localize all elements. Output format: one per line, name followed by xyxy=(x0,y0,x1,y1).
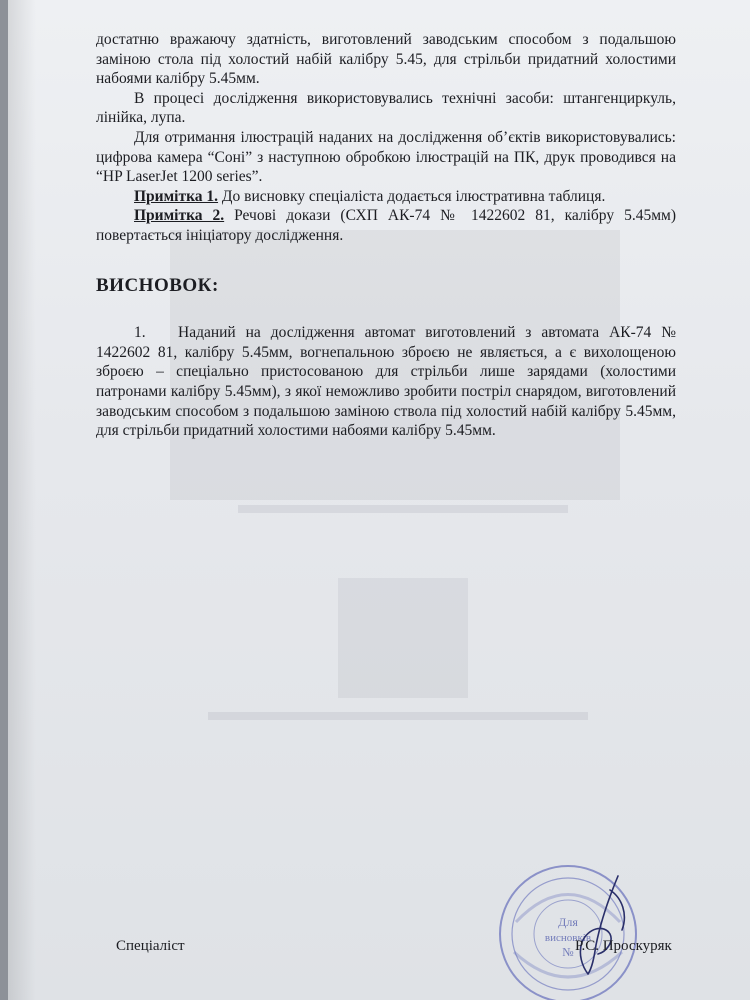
stamp-line-2: висновків xyxy=(544,932,592,944)
note-2-label: Примітка 2. xyxy=(134,207,225,225)
conclusion-number: 1. xyxy=(134,324,146,342)
note-2-text: Речові докази (СХП АК-74 № 1422602 81, калібру 5.45мм) повертається ініціатору дослідження. xyxy=(96,207,676,244)
conclusion-heading: ВИСНОВОК: xyxy=(96,274,219,296)
signature-name: Р.С. Проскуряк xyxy=(575,938,672,954)
note-1-label: Примітка 1. xyxy=(134,187,219,205)
note-2 xyxy=(96,206,676,245)
handwritten-signature xyxy=(548,870,648,980)
note-1-text: До висновку спеціаліста додається ілюстративна таблиця. xyxy=(218,187,606,205)
stamp-line-1: Для xyxy=(558,915,578,929)
show-through-photo-2 xyxy=(338,578,468,698)
paragraph-illustrations: Для отримання ілюстрацій наданих на дослідження об’єктів використовувались: цифрова камера “Соні” з наступною обробкою ілюстрацій на ПК, друк проводився на “HP LaserJet 1200 series”. xyxy=(96,128,676,186)
paragraph-continued: достатню вражаючу здатність, виготовлений заводським способом з подальшою заміною стола під холостий набій калібру 5.45, для стрільби придатний холостими набоями калібру 5.45мм. xyxy=(96,31,676,88)
conclusion-item-1 xyxy=(96,323,676,441)
paragraph-tools: В процесі дослідження використовувались технічні засоби: штангенциркуль, лінійка, лупа. xyxy=(96,89,676,127)
note-1 xyxy=(96,187,676,207)
show-through-caption-2 xyxy=(208,712,588,720)
signature-role: Спеціаліст xyxy=(116,938,185,954)
document-page xyxy=(8,0,750,1000)
stamp-line-3: № xyxy=(562,945,574,959)
conclusion-text: Наданий на дослідження автомат виготовлений з автомата АК-74 № 1422602 81, калібру 5.45мм, вогнепальною зброєю не являється, а є вихолощеною зброєю – спеціально пристосованою для стрільби лише зарядами (холостими патронами калібру 5.45мм), з якої неможливо зробити постріл снарядом, виготовлений заводським способом з подальшою заміною ствола під холостий набій калібру 5.45мм, для стрільби придатний холостими набоями калібру 5.45мм. xyxy=(96,324,676,440)
show-through-caption-1 xyxy=(238,505,568,513)
document-body xyxy=(96,30,676,441)
